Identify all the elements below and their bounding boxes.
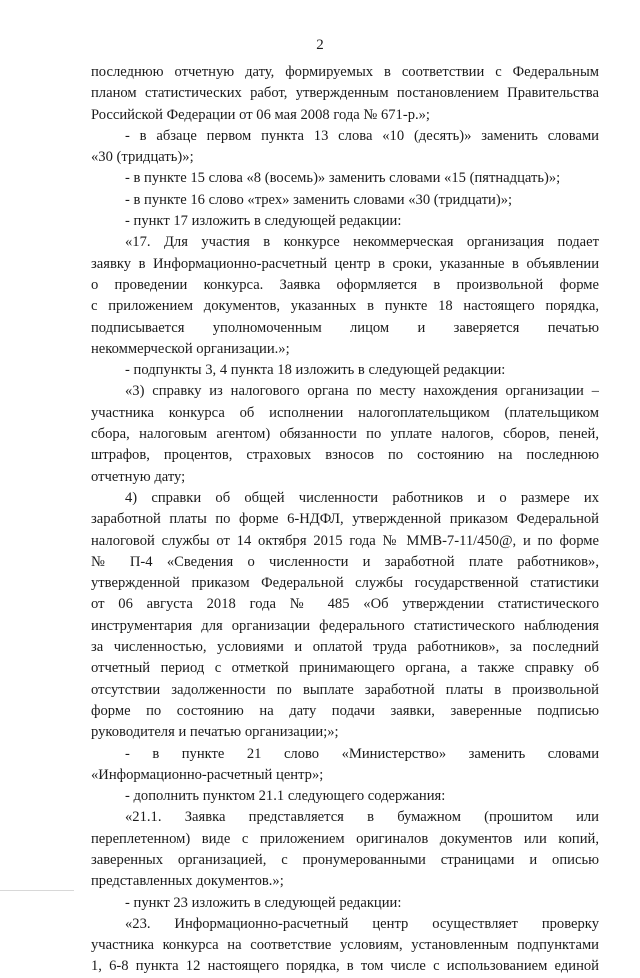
scan-edge-mark: [0, 890, 74, 905]
text-line: - дополнить пунктом 21.1 следующего содержания:: [125, 788, 446, 805]
text-line: 1, 6-8 пункта 12 настоящего порядка, в том числе с использованием единой: [91, 958, 599, 975]
text-line: заработной платы по форме 6-НДФЛ, утвержденной приказом Федеральной: [91, 511, 599, 528]
text-line: - пункт 17 изложить в следующей редакции:: [125, 213, 402, 230]
text-line: - в пункте 21 слово «Министерство» заменить словами: [125, 745, 599, 762]
text-line: о проведении конкурса. Заявка оформляется в произвольной форме: [91, 276, 599, 293]
text-line: переплетенном) виде с приложением оригиналов документов или копий,: [91, 830, 599, 847]
text-line: налоговой службы от 14 октября 2015 года № ММВ-7-11/450@, и по форме: [91, 532, 599, 549]
text-line: - в пункте 15 слова «8 (восемь)» заменить словами «15 (пятнадцать)»;: [125, 170, 561, 187]
text-line: «21.1. Заявка представляется в бумажном (прошитом или: [125, 809, 599, 826]
text-line: сбора, налоговым агентом) обязанности по уплате налогов, сборов, пеней,: [91, 426, 599, 443]
text-line: форме по состоянию на дату подачи заявки, заверенные подписью: [91, 702, 599, 719]
text-line: подписывается уполномоченным лицом и заверяется печатью: [91, 319, 599, 336]
text-line: отсутствии задолженности по выплате заработной платы в произвольной: [91, 681, 599, 698]
text-line: последнюю отчетную дату, формируемых в соответствии с Федеральным: [91, 64, 599, 80]
text-line: - в абзаце первом пункта 13 слова «10 (десять)» заменить словами: [125, 127, 599, 144]
text-line: утвержденной приказом Федеральной службы государственной статистики: [91, 575, 599, 592]
text-line: заверенных организацией, с пронумерованными страницами и описью: [91, 851, 599, 868]
text-line: инструментария для организации федерального статистического наблюдения: [91, 617, 599, 634]
text-line: заявку в Информационно-расчетный центр в сроки, указанные в объявлении: [91, 255, 599, 272]
text-line: - подпункты 3, 4 пункта 18 изложить в следующей редакции:: [125, 362, 506, 379]
text-line: отчетный период с отметкой принимающего органа, а также справку об: [91, 660, 599, 677]
text-line: от 06 августа 2018 года № 485 «Об утверждении статистического: [91, 596, 599, 613]
page-number: 2: [316, 37, 324, 53]
text-line: № П-4 «Сведения о численности и заработной плате работников»,: [91, 553, 599, 570]
text-line: - в пункте 16 слово «трех» заменить словами «30 (тридцати)»;: [125, 191, 513, 208]
text-line: «30 (тридцать)»;: [91, 149, 194, 166]
text-line: за численностью, условиями и оплатой труда работников», за последний: [91, 639, 599, 656]
text-line: 4) справки об общей численности работников и о размере их: [125, 489, 599, 506]
document-body: [91, 62, 599, 978]
text-line: «Информационно-расчетный центр»;: [91, 766, 324, 783]
text-line: некоммерческой организации.»;: [91, 340, 290, 357]
text-line: представленных документов.»;: [91, 873, 284, 890]
text-line: планом статистических работ, утвержденным постановлением Правительства: [91, 85, 599, 102]
text-line: участника конкурса об исполнении налогоплательщиком (плательщиком: [91, 404, 599, 421]
text-line: «23. Информационно-расчетный центр осуществляет проверку: [125, 915, 599, 932]
text-line: штрафов, процентов, страховых взносов по состоянию на последнюю: [91, 447, 599, 464]
text-line: отчетную дату;: [91, 468, 186, 485]
text-line: «17. Для участия в конкурсе некоммерческая организация подает: [125, 234, 599, 251]
text-line: с приложением документов, указанных в пункте 18 настоящего порядка,: [91, 298, 599, 315]
text-line: участника конкурса на соответствие условиям, установленным подпунктами: [91, 937, 599, 954]
text-line: Российской Федерации от 06 мая 2008 года № 671-р.»;: [91, 106, 430, 123]
text-line: руководителя и печатью организации;»;: [91, 724, 339, 741]
text-line: «3) справку из налогового органа по месту нахождения организации –: [125, 383, 599, 400]
text-line: - пункт 23 изложить в следующей редакции:: [125, 894, 402, 911]
